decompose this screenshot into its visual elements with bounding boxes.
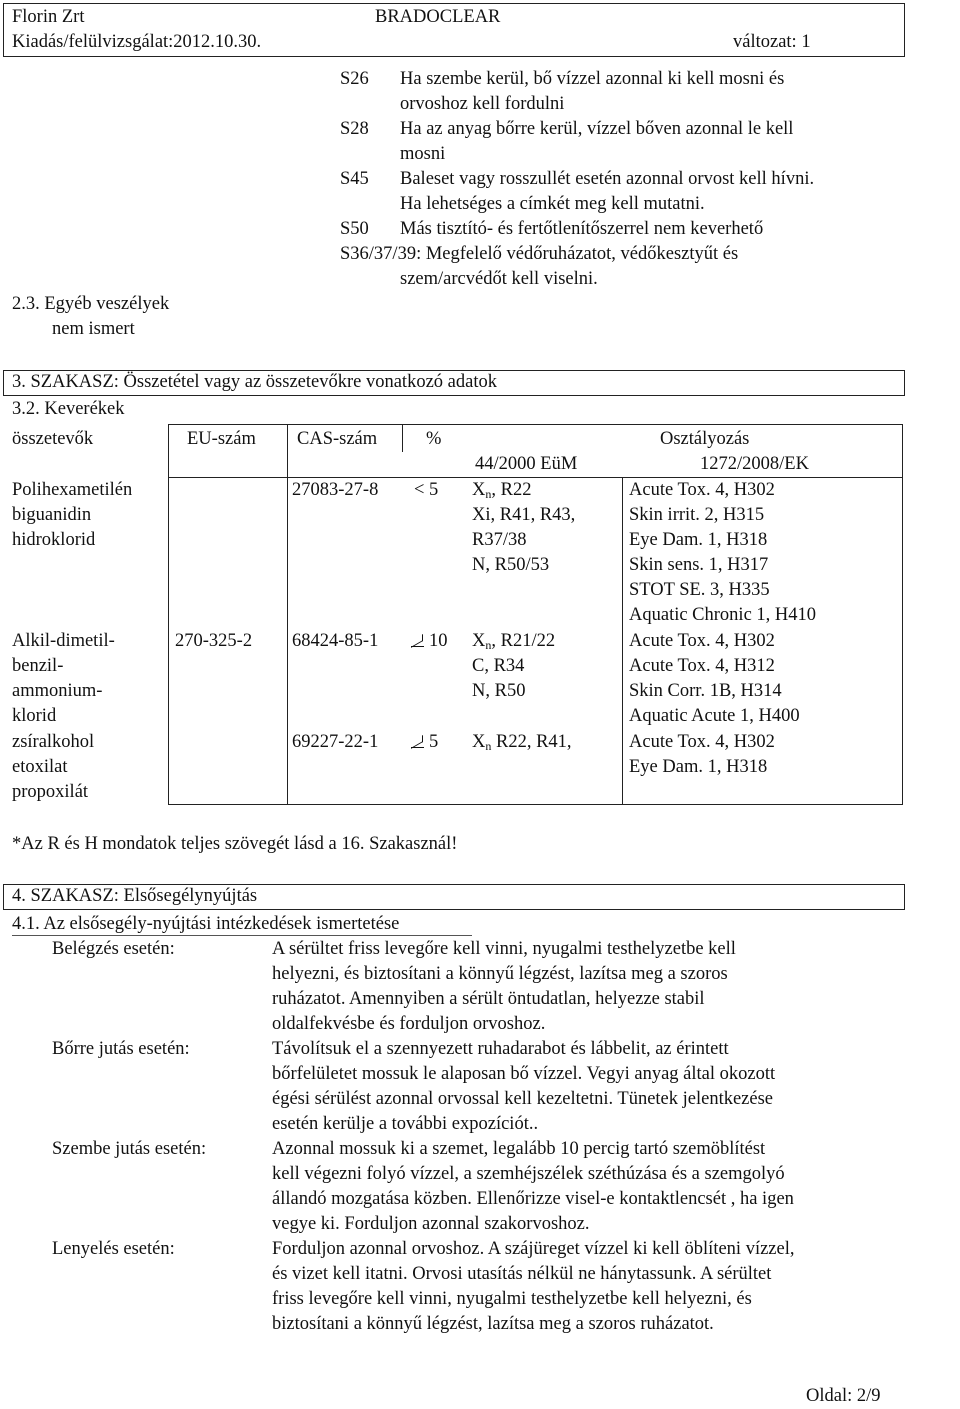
r-phrase: N, R50/53 (472, 555, 550, 575)
col-header-eu: EU-szám (187, 429, 256, 449)
percent-number: < 5 (414, 480, 439, 500)
r-phrase-rest: , R21/22 (491, 631, 556, 651)
component-name: ammonium- (12, 681, 103, 701)
company-name: Florin Zrt (12, 7, 85, 27)
first-aid-text: biztosítani a könnyű légzést, lazítsa meg a szoros ruházatot. (272, 1314, 714, 1334)
r-phrase: C, R34 (472, 656, 525, 676)
s-phrase-code: S26 (340, 69, 369, 89)
h-classification: Eye Dam. 1, H318 (629, 530, 768, 550)
first-aid-text: friss levegőre kell vinni, nyugalmi testhelyzetbe kell helyezni, és (272, 1289, 752, 1309)
s-phrase-text: orvoshoz kell fordulni (400, 94, 565, 114)
first-aid-text: kell végezni folyó vízzel, a szemhéjszélek széthúzása és a szemgolyó (272, 1164, 785, 1184)
s36-line1: S36/37/39: Megfelelő védőruházatot, védőkesztyűt és (340, 244, 739, 264)
s-phrase-text: Más tisztító- és fertőtlenítőszerrel nem keverhető (400, 219, 764, 239)
first-aid-text: oldalfekvésbe és forduljon orvoshoz. (272, 1014, 546, 1034)
s-phrase-text: mosni (400, 144, 446, 164)
s-phrase-code: S28 (340, 119, 369, 139)
r-phrase (472, 478, 531, 503)
s-phrase-text: Ha szembe kerül, bő vízzel azonnal ki kell mosni és (400, 69, 785, 89)
first-aid-text: bőrfelületet mossuk le alaposan bő vízzel. Vegyi anyag által okozott (272, 1064, 776, 1084)
issue-date: Kiadás/felülvizsgálat:2012.10.30. (12, 32, 262, 52)
component-name: zsíralkohol (12, 732, 95, 752)
r-symbol-sub: n (485, 638, 492, 652)
percent-value (410, 629, 448, 654)
h-classification: Aquatic Acute 1, H400 (629, 706, 800, 726)
component-name: hidroklorid (12, 530, 96, 550)
r-symbol-sub: n (485, 487, 492, 501)
h-classification: Skin Corr. 1B, H314 (629, 681, 782, 701)
h-classification: Acute Tox. 4, H312 (629, 656, 775, 676)
r-phrase (472, 629, 555, 654)
first-aid-text: A sérültet friss levegőre kell vinni, nyugalmi testhelyzetbe kell (272, 939, 736, 959)
component-name: klorid (12, 706, 57, 726)
product-name: BRADOCLEAR (375, 7, 501, 27)
section4-subtitle-underline (12, 935, 472, 936)
h-classification: Aquatic Chronic 1, H410 (629, 605, 817, 625)
first-aid-label: Belégzés esetén: (52, 939, 175, 959)
r-phrase-rest: , R22 (491, 480, 532, 500)
component-name: biguanidin (12, 505, 92, 525)
first-aid-text: állandó mozgatása közben. Ellenőrizze visel-e kontaktlencsét , ha igen (272, 1189, 794, 1209)
r-phrase-rest: R22, R41, (491, 732, 572, 752)
r-symbol: X (472, 631, 486, 651)
eu-number: 270-325-2 (175, 631, 253, 651)
r-symbol-sub: n (485, 739, 492, 753)
s-phrase-code: S50 (340, 219, 369, 239)
h-classification: Skin sens. 1, H317 (629, 555, 769, 575)
rh-note: *Az R és H mondatok teljes szövegét lásd a 16. Szakasznál! (12, 834, 458, 854)
component-name: Alkil-dimetil- (12, 631, 115, 651)
h-classification: STOT SE. 3, H335 (629, 580, 770, 600)
r-phrase: Xi, R41, R43, (472, 505, 576, 525)
r-phrase: N, R50 (472, 681, 526, 701)
first-aid-text: esetén kerülje a további expozíciót.. (272, 1114, 539, 1134)
s-phrase-code: S45 (340, 169, 369, 189)
h-classification: Acute Tox. 4, H302 (629, 732, 775, 752)
h-classification: Skin irrit. 2, H315 (629, 505, 765, 525)
first-aid-text: és vizet kell itatni. Orvosi utasítás nélkül ne hánytassunk. A sérültet (272, 1264, 772, 1284)
r-phrase: R37/38 (472, 530, 527, 550)
component-name: etoxilat (12, 757, 68, 777)
r-phrase (472, 730, 572, 755)
h-classification: Eye Dam. 1, H318 (629, 757, 768, 777)
col-header-classification: Osztályozás (660, 429, 750, 449)
h-classification: Acute Tox. 4, H302 (629, 480, 775, 500)
section3-title: 3. SZAKASZ: Összetétel vagy az összetevőkre vonatkozó adatok (12, 372, 497, 392)
first-aid-text: ruházatot. Amennyiben a sérült öntudatlan, helyezze stabil (272, 989, 705, 1009)
first-aid-text: Forduljon azonnal orvoshoz. A szájüreget vízzel ki kell öblíteni vízzel, (272, 1239, 795, 1259)
section4-title: 4. SZAKASZ: Elsősegélynyújtás (12, 886, 258, 906)
s36-line2: szem/arcvédőt kell viselni. (400, 269, 598, 289)
first-aid-text: égési sérülést azonnal orvossal kell kezeltetni. Tünetek jelentkezése (272, 1089, 774, 1109)
col-header-ek: 1272/2008/EK (700, 454, 809, 474)
cas-number: 27083-27-8 (292, 480, 379, 500)
component-name: Polihexametilén (12, 480, 133, 500)
first-aid-text: helyezni, és biztosítani a könnyű légzést, lazítsa meg a szoros (272, 964, 728, 984)
percent-number: 10 (429, 631, 448, 651)
version: változat: 1 (733, 32, 811, 52)
other-hazards-value: nem ismert (52, 319, 135, 339)
other-hazards-heading: 2.3. Egyéb veszélyek (12, 294, 170, 314)
r-symbol: X (472, 732, 486, 752)
less-or-equal-icon (410, 735, 425, 749)
percent-value (410, 730, 438, 755)
col-header-components: összetevők (12, 429, 94, 449)
component-name: propoxilát (12, 782, 89, 802)
page-number: Oldal: 2/9 (806, 1386, 881, 1406)
component-name: benzil- (12, 656, 64, 676)
first-aid-text: Azonnal mossuk ki a szemet, legalább 10 percig tartó szemöblítést (272, 1139, 766, 1159)
percent-value (414, 478, 438, 503)
s-phrase-text: Baleset vagy rosszullét esetén azonnal orvost kell hívni. (400, 169, 815, 189)
cas-number: 68424-85-1 (292, 631, 379, 651)
section4-subtitle: 4.1. Az elsősegély-nyújtási intézkedések ismertetése (12, 914, 400, 934)
s-phrase-text: Ha lehetséges a címkét meg kell mutatni. (400, 194, 705, 214)
less-or-equal-icon (410, 634, 425, 648)
section3-subtitle: 3.2. Keverékek (12, 399, 125, 419)
first-aid-label: Szembe jutás esetén: (52, 1139, 207, 1159)
col-header-cas: CAS-szám (297, 429, 378, 449)
percent-number: 5 (429, 732, 439, 752)
col-header-percent: % (426, 429, 442, 449)
col-header-euem: 44/2000 EüM (475, 454, 578, 474)
first-aid-text: vegye ki. Forduljon azonnal szakorvoshoz. (272, 1214, 590, 1234)
first-aid-text: Távolítsuk el a szennyezett ruhadarabot és lábbelit, az érintett (272, 1039, 729, 1059)
s-phrase-text: Ha az anyag bőrre kerül, vízzel bőven azonnal le kell (400, 119, 794, 139)
h-classification: Acute Tox. 4, H302 (629, 631, 775, 651)
first-aid-label: Bőrre jutás esetén: (52, 1039, 190, 1059)
cas-number: 69227-22-1 (292, 732, 379, 752)
first-aid-label: Lenyelés esetén: (52, 1239, 175, 1259)
r-symbol: X (472, 480, 486, 500)
